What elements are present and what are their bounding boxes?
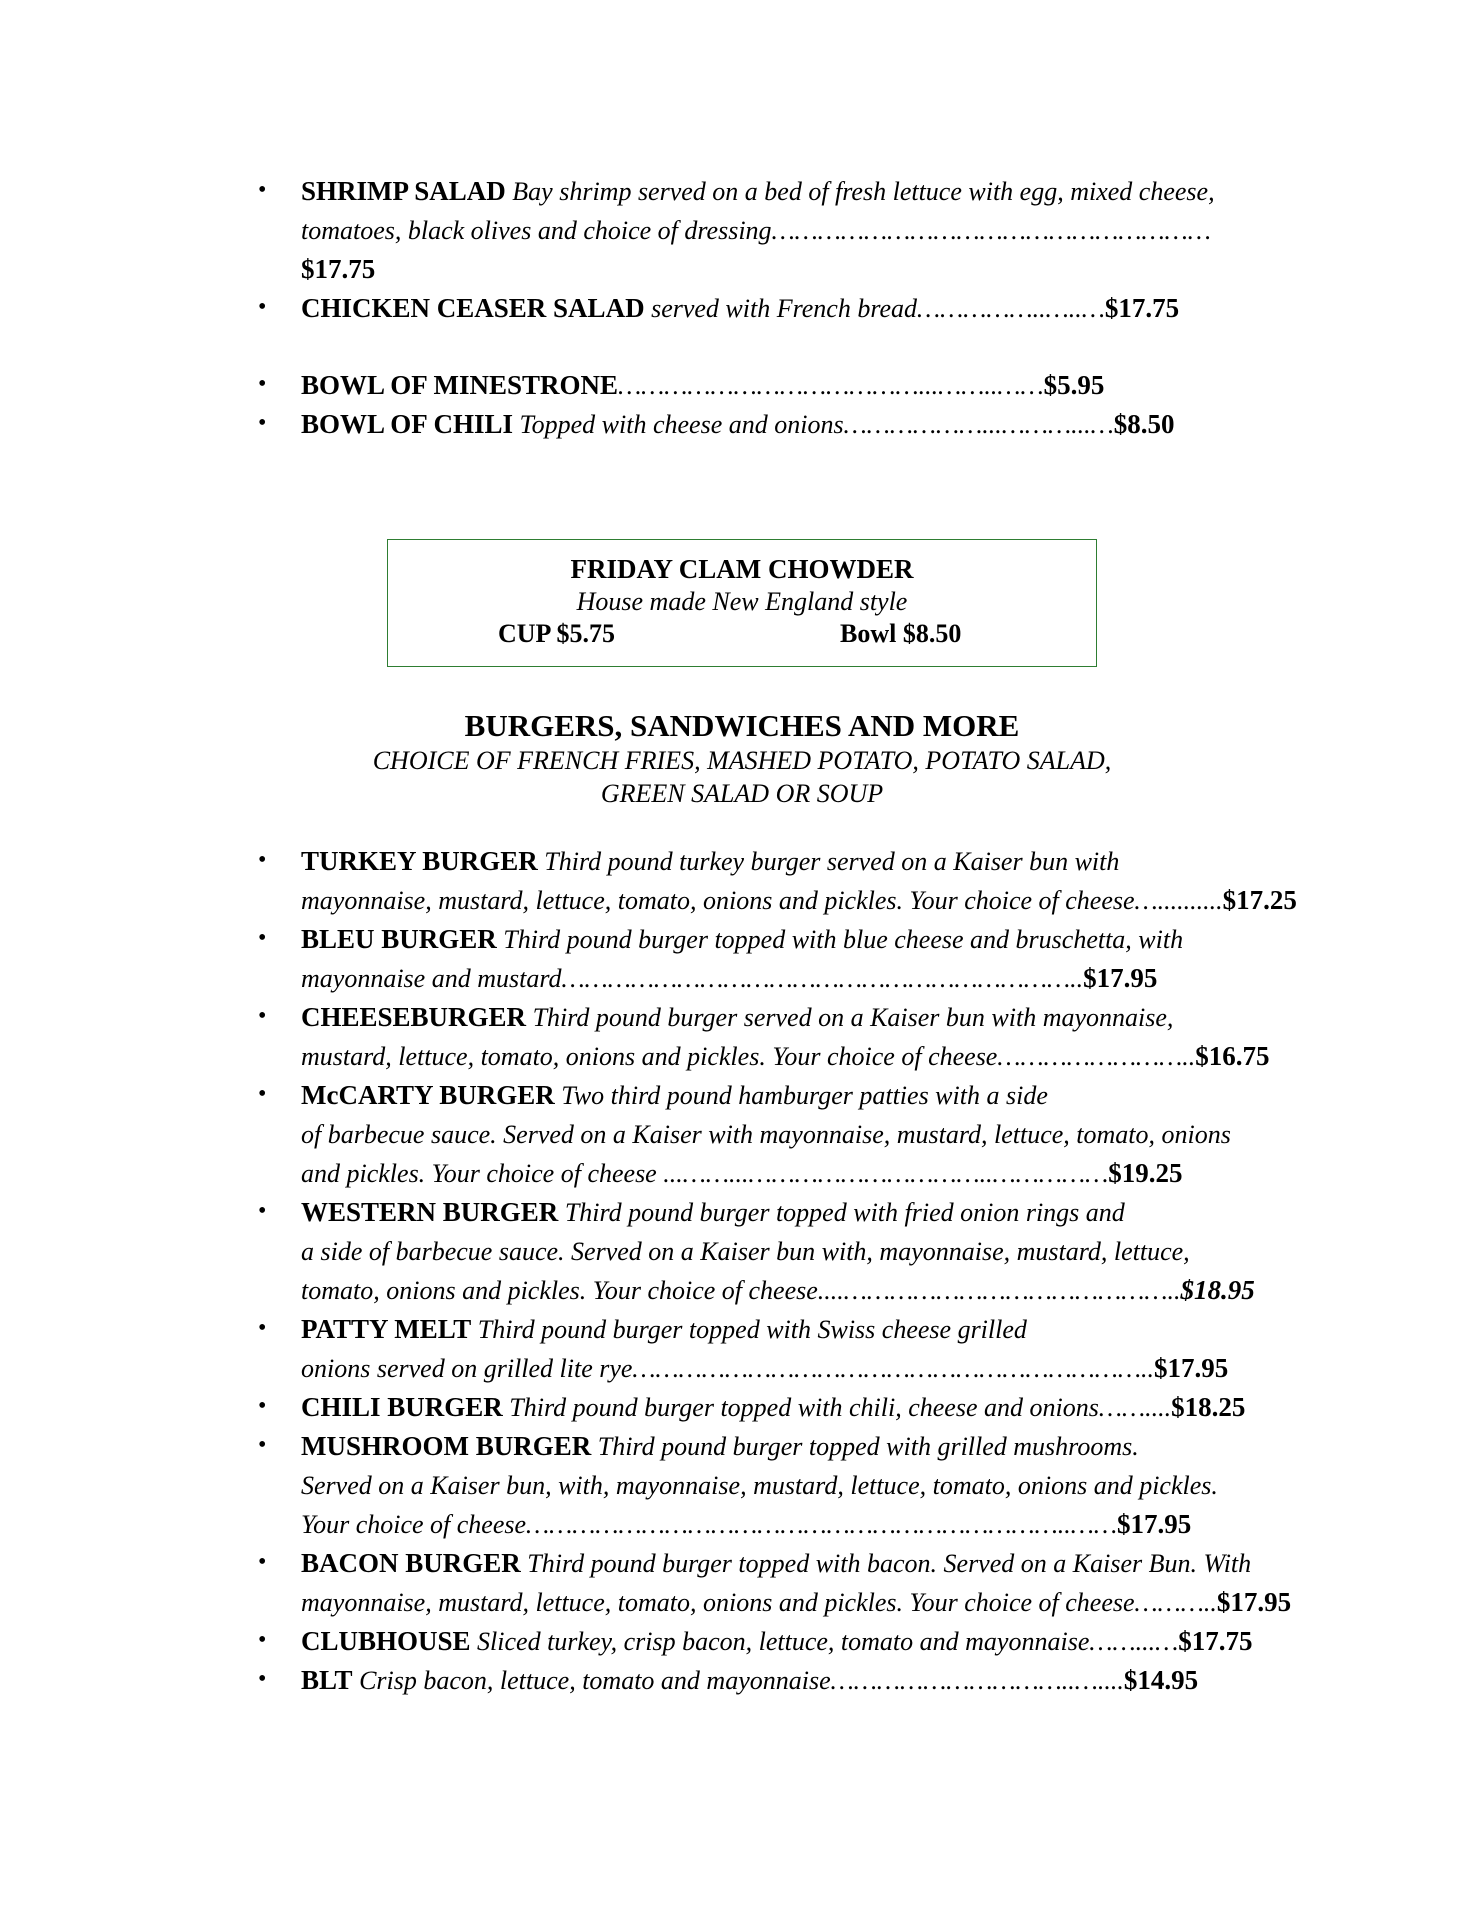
item-name: SHRIMP SALAD: [301, 176, 506, 206]
list-item-bowl-of-minestrone: [258, 366, 1248, 405]
list-item: [258, 1388, 1248, 1427]
soup-list: [258, 366, 1248, 444]
item-price: $17.95: [1117, 1509, 1192, 1539]
list-item-shrimp-salad: [258, 172, 1248, 289]
item-price: $17.75: [1178, 1626, 1253, 1656]
item-price: $8.50: [1113, 409, 1175, 439]
item-name: WESTERN BURGER: [301, 1197, 559, 1227]
item-description: Crisp bacon, lettuce, tomato and mayonnaise…………………………..…....: [359, 1666, 1124, 1695]
item-description: of barbecue sauce. Served on a Kaiser with mayonnaise, mustard, lettuce, tomato, onions: [301, 1120, 1231, 1149]
dot-leader: ……………..…..…: [917, 294, 1105, 323]
item-name: BLEU BURGER: [301, 924, 497, 954]
list-item: [258, 1544, 1292, 1622]
item-name: CLUBHOUSE: [301, 1626, 471, 1656]
bullet: •: [258, 371, 267, 397]
bullet: •: [258, 1393, 267, 1419]
list-item: [258, 842, 1297, 920]
bullet: •: [258, 1315, 267, 1341]
dot-leader: …………………………………………………: [771, 216, 1211, 245]
item-description: Third pound burger topped with bacon. Served on a Kaiser Bun. With: [527, 1549, 1252, 1578]
item-description: tomato, onions and pickles. Your choice of cheese....……………………………………..: [301, 1276, 1181, 1305]
list-item: [258, 998, 1270, 1076]
item-name: TURKEY BURGER: [301, 846, 538, 876]
item-price: $17.75: [1104, 293, 1180, 323]
chowder-title: FRIDAY CLAM CHOWDER: [570, 554, 914, 584]
item-description: tomatoes, black olives and choice of dressing: [301, 216, 772, 245]
bullet: •: [258, 410, 267, 436]
item-price: $18.25: [1171, 1392, 1246, 1422]
section-subtitle-line: GREEN SALAD OR SOUP: [600, 779, 884, 808]
bullet: •: [258, 1003, 267, 1029]
item-price: $17.75: [301, 254, 376, 284]
list-item: [258, 1427, 1248, 1544]
dot-leader: …………………………………...……..……: [618, 371, 1044, 400]
friday-chowder-box: [387, 539, 1097, 667]
salad-list: [258, 172, 1248, 328]
item-description: Third pound burger topped with grilled mushrooms.: [597, 1432, 1139, 1461]
item-description: Sliced turkey, crisp bacon, lettuce, tomato and mayonnaise……...…: [477, 1627, 1179, 1656]
item-name: CHILI BURGER: [301, 1392, 503, 1422]
bullet: •: [258, 847, 267, 873]
item-description: Bay shrimp served on a bed of fresh lettuce with egg, mixed cheese,: [512, 177, 1215, 206]
item-description: Your choice of cheese……………………………………………………………..……: [301, 1510, 1117, 1539]
chowder-bowl-price: Bowl $8.50: [840, 619, 962, 648]
bullet: •: [258, 294, 267, 320]
chowder-prices: [388, 618, 1096, 650]
item-price: $14.95: [1123, 1665, 1199, 1695]
bullet: •: [258, 1627, 267, 1653]
bullet: •: [258, 1432, 267, 1458]
bullet: •: [258, 1081, 267, 1107]
chowder-subtitle: House made New England style: [576, 587, 908, 616]
list-item-chicken-ceaser-salad: [258, 289, 1248, 328]
item-description: Third pound burger topped with chili, cheese and onions……....: [509, 1393, 1172, 1422]
item-description: Topped with cheese and onions: [519, 410, 844, 439]
item-name: MUSHROOM BURGER: [301, 1431, 592, 1461]
item-description: onions served on grilled lite rye…………………………………………………………..: [301, 1354, 1155, 1383]
item-name: BOWL OF MINESTRONE: [301, 370, 619, 400]
section-subtitle-line: CHOICE OF FRENCH FRIES, MASHED POTATO, POTATO SALAD,: [372, 746, 1112, 775]
list-item: [258, 920, 1248, 998]
item-description: Third pound burger topped with Swiss cheese grilled: [477, 1315, 1027, 1344]
list-item: [258, 1076, 1248, 1193]
item-description: Third pound burger topped with fried onion rings and: [564, 1198, 1125, 1227]
item-description: Two third pound hamburger patties with a side: [561, 1081, 1048, 1110]
bullet: •: [258, 1198, 267, 1224]
item-price: $18.95: [1180, 1275, 1255, 1305]
list-item: [258, 1310, 1248, 1388]
bullet: •: [258, 1666, 267, 1692]
item-name: CHEESEBURGER: [301, 1002, 527, 1032]
item-name: McCARTY BURGER: [301, 1080, 555, 1110]
list-item: [258, 1193, 1255, 1310]
item-description: mayonnaise, mustard, lettuce, tomato, onions and pickles. Your choice of cheese………..: [301, 1588, 1217, 1617]
item-price: $17.95: [1083, 963, 1158, 993]
item-description: Third pound turkey burger served on a Kaiser bun with: [544, 847, 1120, 876]
item-description: Served on a Kaiser bun, with, mayonnaise, mustard, lettuce, tomato, onions and pickles.: [301, 1471, 1218, 1500]
list-item-bowl-of-chili: [258, 405, 1248, 444]
item-price: $19.25: [1108, 1158, 1183, 1188]
list-item: [258, 1622, 1253, 1661]
item-description: Third pound burger served on a Kaiser bun with mayonnaise,: [532, 1003, 1174, 1032]
item-description: Third pound burger topped with blue cheese and bruschetta, with: [503, 925, 1184, 954]
item-price: $16.75: [1195, 1041, 1270, 1071]
item-description: mustard, lettuce, tomato, onions and pickles. Your choice of cheese……………………..: [301, 1042, 1196, 1071]
burger-list: [258, 842, 1297, 1700]
bullet: •: [258, 1549, 267, 1575]
bullet: •: [258, 925, 267, 951]
list-item: [258, 1661, 1248, 1700]
chowder-cup-price: CUP $5.75: [498, 619, 615, 648]
item-price: $17.95: [1216, 1587, 1292, 1617]
item-name: BOWL OF CHILI: [301, 409, 514, 439]
section-title: BURGERS, SANDWICHES AND MORE: [464, 708, 1020, 743]
item-name: PATTY MELT: [301, 1314, 472, 1344]
item-description: a side of barbecue sauce. Served on a Kaiser bun with, mayonnaise, mustard, lettuce,: [301, 1237, 1190, 1266]
item-description: served with French bread: [651, 294, 918, 323]
item-price: $5.95: [1043, 370, 1105, 400]
section-subtitle: [0, 744, 1484, 810]
item-description: and pickles. Your choice of cheese ...……...…………………………..……………: [301, 1159, 1109, 1188]
item-name: BACON BURGER: [301, 1548, 521, 1578]
item-description: mayonnaise, mustard, lettuce, tomato, onions and pickles. Your choice of cheese…..........: [301, 886, 1223, 915]
item-description: mayonnaise and mustard…………………………………………………………..: [301, 964, 1084, 993]
bullet: •: [258, 177, 267, 203]
item-name: CHICKEN CEASER SALAD: [301, 293, 645, 323]
item-price: $17.95: [1154, 1353, 1229, 1383]
item-price: $17.25: [1222, 885, 1297, 915]
dot-leader: ………………...………...…: [843, 410, 1114, 439]
item-name: BLT: [301, 1665, 353, 1695]
